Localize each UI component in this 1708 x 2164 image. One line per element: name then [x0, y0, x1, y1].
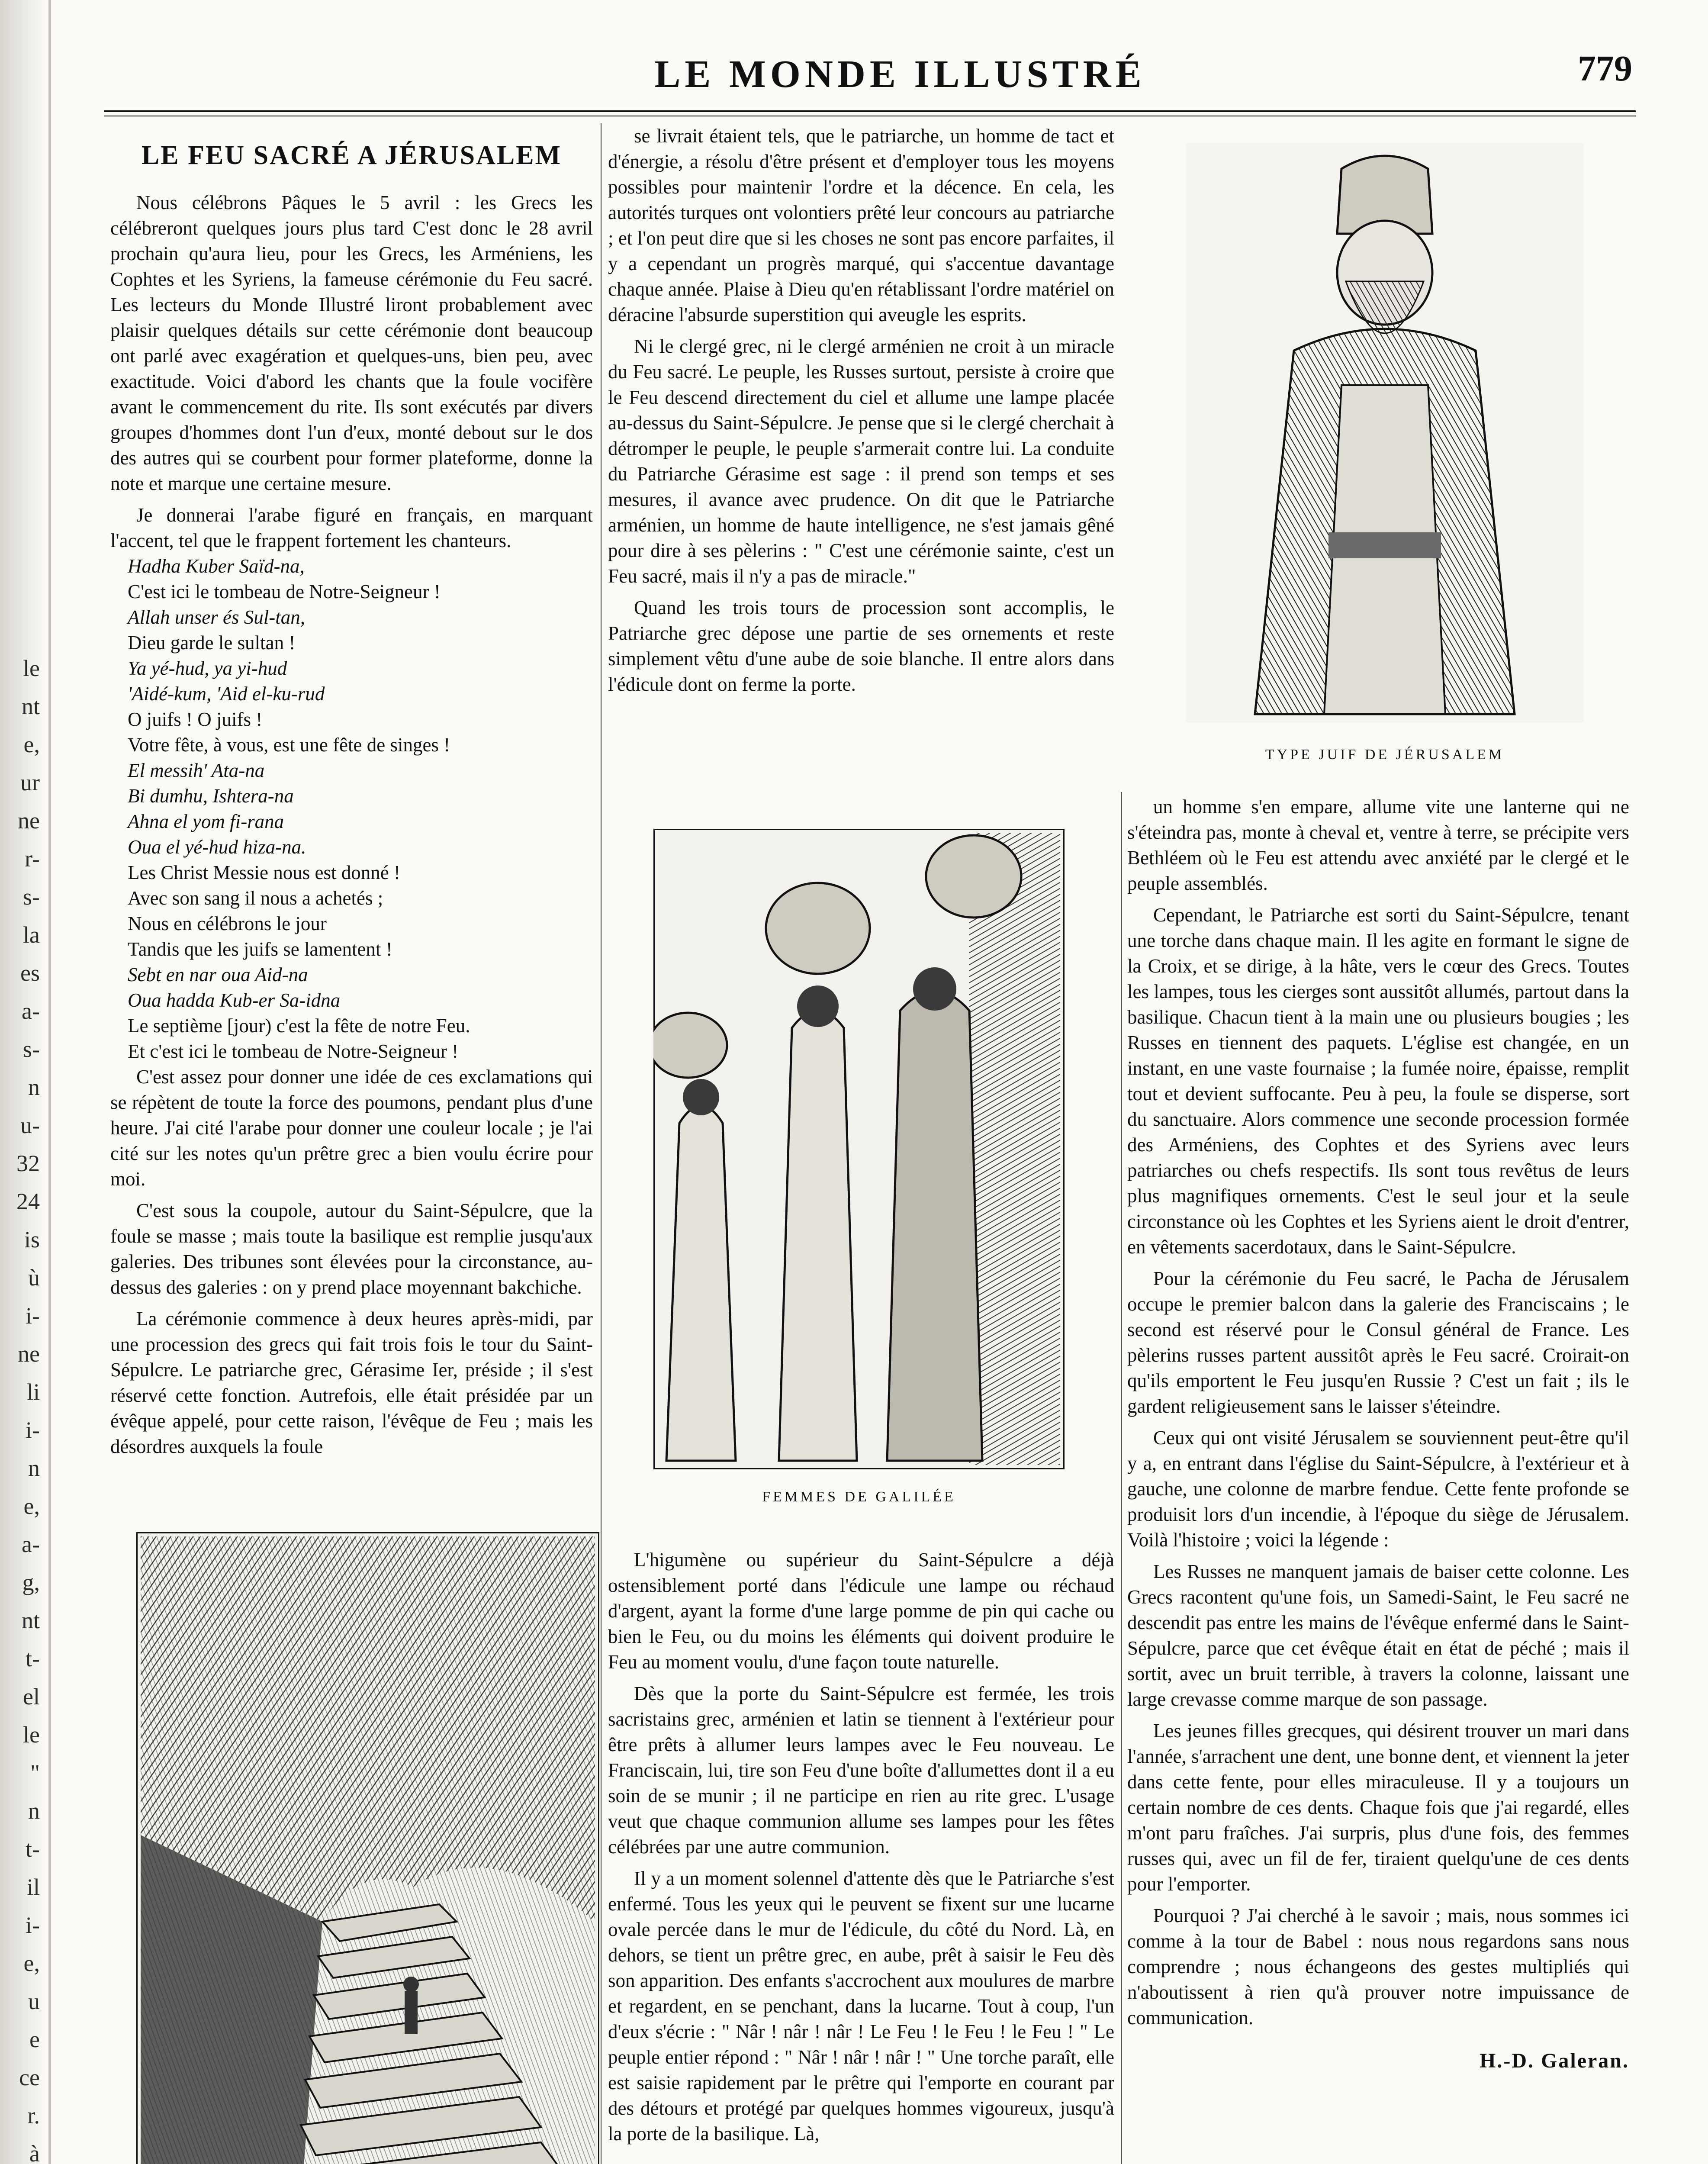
margin-fragment: a-	[22, 1531, 40, 1557]
margin-fragment: es	[20, 960, 40, 986]
paragraph: Ni le clergé grec, ni le clergé arménien ne croit à un miracle du Feu sacré. Le peuple, les Russes surtout, persiste à croire que le Feu descend directement du ciel et allume une lampe placée au-dessus du Saint-Sépulcre. Je pense que si le clergé cherchait à détromper le peuple, le peuple s'armerait contre lui. La conduite du Patriarche Gérasime est sage : il prend son temps et ses mesures, il avance avec prudence. On dit que le Patriarche arménien, un homme de haute intelligence, ne s'est jamais gêné pour dire à ses pèlerins : " C'est une cérémonie sainte, c'est un Feu sacré, mais il n'y a pas de miracle."	[608, 335, 1114, 587]
margin-fragment: e	[29, 2026, 40, 2052]
column-1	[110, 126, 593, 1459]
chant-line: Ahna el yom fi-rana	[128, 811, 284, 832]
column-divider-2	[1121, 792, 1122, 2164]
margin-fragment: nt	[21, 693, 40, 719]
margin-fragment: g,	[22, 1569, 40, 1595]
margin-fragment: ù	[28, 1265, 40, 1291]
margin-fragment: la	[23, 922, 40, 948]
margin-fragment: n	[28, 1074, 40, 1100]
illustration-femmes-galilee	[653, 829, 1065, 1469]
column-1-continuation	[110, 1064, 593, 1459]
margin-fragment: r.	[27, 2103, 40, 2129]
escalier-engraving	[136, 1532, 599, 2164]
chant-verses	[110, 554, 593, 1064]
margin-fragment: nt	[21, 1607, 40, 1633]
header-rule	[104, 110, 1636, 116]
author-signature: H.-D. Galeran.	[1480, 2049, 1629, 2072]
margin-fragment: i-	[26, 1912, 40, 1938]
paragraph: Dès que la porte du Saint-Sépulcre est fermée, les trois sacristains grec, arménien et latin se tiennent à l'extérieur pour être prêts à allumer leurs lampes avec le Feu nouveau. Le Franciscain, lui, tire son Feu d'une boîte d'allumettes dont il a eu soin de se munir ; il ne participe en rien au rite grec. L'usage veut que chaque communion allume ses lampes pour les fêtes célébrées par une autre communion.	[608, 1683, 1114, 1858]
margin-fragment: a-	[22, 998, 40, 1024]
binding-edge	[48, 0, 51, 2164]
paragraph: Les jeunes filles grecques, qui désirent trouver un mari dans l'année, s'arrachent une dent, une bonne dent, et viennent la jeter dans cette fente, pour elles miraculeuse. Il y a toujours un certain nombre de ces dents. Chaque fois que j'ai regardé, elles m'ont paru fraîches. J'ai surpris, plus d'une fois, des femmes russes qui, avec un fil de fer, tiraient quelqu'une de ces dents pour l'emporter.	[1127, 1720, 1629, 1895]
margin-fragment: ne	[18, 1341, 40, 1367]
margin-fragment: 32	[16, 1150, 40, 1176]
margin-fragment: u	[28, 1988, 40, 2014]
paragraph: Ceux qui ont visité Jérusalem se souviennent peut-être qu'il y a, en entrant dans l'église du Saint-Sépulcre, à l'extérieur et à gauche, une colonne de marbre fendue. Cette fente profonde se produisit lors d'un incendie, à l'époque du siège de Jérusalem. Voilà l'histoire ; voici la légende :	[1127, 1427, 1629, 1551]
chant-line: Les Christ Messie nous est donné !	[128, 862, 400, 883]
paragraph: Il y a un moment solennel d'attente dès que le Patriarche s'est enfermé. Tous les yeux qui le peuvent se fixent sur une lucarne ovale percée dans le mur de l'édicule, du côté du Nord. Là, en dehors, se tient un prêtre grec, en aube, prêt à saisir le Feu dès son apparition. Des enfants s'accrochent aux moulures de marbre et regardent, en se penchant, dans la lucarne. Tout à coup, l'un d'eux s'écrie : " Nâr ! nâr ! nâr ! Le Feu ! le Feu ! le Feu ! " Le peuple entier répond : " Nâr ! nâr ! nâr ! " Une torche paraît, elle est saisie rapidement par le prêtre qui l'emporte en courant par des détours et protégé par quelques hommes vigoureux, jusqu'à la porte de la basilique. Là,	[608, 1868, 1114, 2145]
chant-line: Ya yé-hud, ya yi-hud	[128, 657, 287, 679]
margin-fragment: e,	[23, 1950, 40, 1976]
paragraph: Pourquoi ? J'ai cherché à le savoir ; mais, nous sommes ici comme à la tour de Babel : nous nous regardons sans nous comprendre ; nous échangeons des gestes multipliés qui n'aboutissent à rien qu'à prouver notre impuissance de communication.	[1127, 1905, 1629, 2029]
margin-fragment: 24	[16, 1188, 40, 1214]
journal-title: LE MONDE ILLUSTRÉ	[654, 53, 1146, 96]
chant-line: O juifs ! O juifs !	[128, 708, 263, 730]
margin-fragment: n	[28, 1455, 40, 1481]
margin-fragment: e,	[23, 731, 40, 757]
paragraph: C'est sous la coupole, autour du Saint-Sépulcre, que la foule se masse ; mais toute la basilique est remplie jusqu'aux galeries. Des tribunes sont élevées pour la circonstance, au-dessus des galeries : on y prend place moyennant bakchiche.	[110, 1200, 593, 1298]
paragraph: La cérémonie commence à deux heures après-midi, par une procession des grecs qui fait trois fois le tour du Saint-Sépulcre. Le patriarche grec, Gérasime Ier, préside ; il s'est réservé cette fonction. Autrefois, elle était présidée par un évêque appelé, pour cette raison, l'évêque de Feu ; mais les désordres auxquels la foule	[110, 1308, 593, 1457]
margin-fragment: u-	[20, 1112, 40, 1138]
illustration-escalier	[136, 1532, 599, 2164]
margin-fragment: is	[24, 1227, 40, 1253]
margin-fragment: ne	[18, 808, 40, 834]
chant-line: Votre fête, à vous, est une fête de singes !	[128, 734, 450, 756]
margin-fragment: i-	[26, 1417, 40, 1443]
paragraph: Les Russes ne manquent jamais de baiser cette colonne. Les Grecs racontent qu'une fois, un Samedi-Saint, le Feu sacré ne descendit pas entre les mains de l'évêque enfermé dans le Saint-Sépulcre, parce que cet évêque était en état de péché ; mais il sortit, avec un bruit terrible, à travers la colonne, laissant une large crevasse comme marque de son passage.	[1127, 1561, 1629, 1710]
chant-line: Tandis que les juifs se lamentent !	[128, 938, 392, 960]
chant-line: Sebt en nar oua Aid-na	[128, 964, 308, 985]
type-juif-engraving	[1186, 143, 1584, 723]
margin-fragment: t-	[26, 1646, 40, 1671]
chant-line: Et c'est ici le tombeau de Notre-Seigneur !	[128, 1040, 459, 1062]
margin-fragment: r-	[25, 846, 40, 872]
column-1-intro	[110, 190, 593, 554]
caption-femmes: FEMMES DE GALILÉE	[762, 1489, 956, 1505]
paragraph: C'est assez pour donner une idée de ces exclamations qui se répètent de toute la force des poumons, pendant plus d'une heure. J'ai cité l'arabe pour donner une couleur locale ; je l'ai cité sur les notes qu'un prêtre grec a bien voulu écrire pour moi.	[110, 1066, 593, 1190]
chant-line: Dieu garde le sultan !	[128, 632, 296, 654]
margin-fragment: le	[23, 655, 40, 681]
paragraph: Je donnerai l'arabe figuré en français, en marquant l'accent, tel que le frappent fortement les chanteurs.	[110, 504, 593, 551]
chant-line: Nous en célébrons le jour	[128, 913, 327, 934]
column-2-bottom	[608, 1547, 1114, 2147]
paragraph: un homme s'en empare, allume vite une lanterne qui ne s'éteindra pas, monte à cheval et, ventre à terre, se précipite vers Bethléem où le Feu est attendu avec anxiété par le clergé et le peuple assemblés.	[1127, 796, 1629, 894]
margin-fragment: ur	[20, 770, 40, 795]
margin-fragment: ce	[19, 2064, 40, 2090]
chant-line: Hadha Kuber Saïd-na,	[128, 555, 305, 577]
column-3	[1127, 794, 1629, 2074]
chant-line: Avec son sang il nous a achetés ;	[128, 887, 383, 909]
previous-page-margin-text	[0, 649, 40, 2164]
margin-fragment: i-	[26, 1303, 40, 1329]
chant-line: Bi dumhu, Ishtera-na	[128, 785, 294, 807]
margin-fragment: n	[28, 1798, 40, 1824]
page-number: 779	[1578, 48, 1632, 89]
margin-fragment: e,	[23, 1493, 40, 1519]
chant-line: 'Aidé-kum, 'Aid el-ku-rud	[128, 683, 325, 705]
paragraph: Nous célébrons Pâques le 5 avril : les Grecs les célébreront quelques jours plus tard C'est donc le 28 avril prochain qu'aura lieu, pour les Grecs, les Arméniens, les Cophtes et les Syriens, la fameuse cérémonie du Feu sacré. Les lecteurs du Monde Illustré liront probablement avec plaisir quelques détails sur cette cérémonie dont beaucoup ont parlé avec exagération et quelques-uns, bien peu, avec exactitude. Voici d'abord les chants que la foule vocifère avant le commencement du rite. Ils sont exécutés par divers groupes d'hommes dont l'un d'eux, monté debout sur le dos des autres qui se courbent pour former plateforme, donne la note et marque une certaine mesure.	[110, 192, 593, 494]
margin-fragment: s-	[23, 1036, 40, 1062]
margin-fragment: el	[23, 1684, 40, 1710]
femmes-engraving	[653, 829, 1065, 1469]
chant-line: Le septième [jour) c'est la fête de notre Feu.	[128, 1015, 470, 1037]
paragraph: se livrait étaient tels, que le patriarche, un homme de tact et d'énergie, a résolu d'être présent et d'employer tous les moyens possibles pour maintenir l'ordre et la décence. En cela, les autorités turques ont volontiers prêté leur concours au patriarche ; et l'on peut dire que si les choses ne sont pas encore parfaites, il y a cependant un progrès marqué, qui s'accentue davantage chaque année. Plaise à Dieu qu'en rétablissant l'ordre matériel on déracine l'absurde superstition qui aveugle les esprits.	[608, 125, 1114, 325]
chant-line: Allah unser és Sul-tan,	[128, 606, 305, 628]
article-title: LE FEU SACRÉ A JÉRUSALEM	[141, 141, 562, 170]
chant-line: C'est ici le tombeau de Notre-Seigneur !	[128, 581, 441, 602]
margin-fragment: t-	[26, 1836, 40, 1862]
margin-fragment: li	[26, 1379, 40, 1405]
illustration-type-juif	[1186, 143, 1584, 723]
paragraph: Quand les trois tours de procession sont accomplis, le Patriarche grec dépose une partie de ses ornements et reste simplement vêtu d'une aube de soie blanche. Il entre alors dans l'édicule dont on ferme la porte.	[608, 597, 1114, 695]
chant-line: Oua hadda Kub-er Sa-idna	[128, 989, 341, 1011]
paragraph: Pour la cérémonie du Feu sacré, le Pacha de Jérusalem occupe le premier balcon dans la galerie des Franciscains ; le second est réservé pour le Consul général de France. Les pèlerins russes partent aussitôt après le Feu sacré. Croirait-on qu'ils emportent le Feu jusqu'en Russie ? C'est un fait ; ils le gardent religieusement sans le laisser s'éteindre.	[1127, 1268, 1629, 1417]
margin-fragment: à	[29, 2141, 40, 2164]
chant-line: El messih' Ata-na	[128, 760, 265, 781]
chant-line: Oua el yé-hud hiza-na.	[128, 836, 306, 858]
margin-fragment: s-	[23, 884, 40, 910]
caption-type-juif: TYPE JUIF DE JÉRUSALEM	[1265, 747, 1505, 763]
margin-fragment: "	[30, 1760, 40, 1786]
margin-fragment: il	[26, 1874, 40, 1900]
margin-fragment: le	[23, 1722, 40, 1748]
paragraph: L'higumène ou supérieur du Saint-Sépulcre a déjà ostensiblement porté dans l'édicule une lampe ou réchaud d'argent, ayant la forme d'une large pomme de pin qui cache ou bien le Feu, ou du moins les éléments qui doivent produire le Feu au moment voulu, d'une façon toute naturelle.	[608, 1549, 1114, 1673]
column-2-top	[608, 123, 1114, 697]
paragraph: Cependant, le Patriarche est sorti du Saint-Sépulcre, tenant une torche dans chaque main. Il les agite en formant le signe de la Croix, et se dirige, à la hâte, vers le cœur des Grecs. Toutes les lampes, tous les cierges sont aussitôt allumés, partout dans la basilique. Chacun tient à la main une ou plusieurs bougies ; les Russes en tiennent des paquets. L'église est changée, en un instant, en une vaste fournaise ; la fumée noire, épaisse, remplit tout et devient suffocante. Peu à peu, la foule se disperse, sort du sanctuaire. Alors commence une seconde procession formée des Arméniens, des Cophtes et des Syriens avec leurs patriarches ou chefs respectifs. Ils sont tous revêtus de leurs plus magnifiques ornements. C'est le seul jour et la seule circonstance où les Cophtes et les Syriens aient le droit d'entrer, en vêtements sacerdotaux, dans le Saint-Sépulcre.	[1127, 904, 1629, 1258]
